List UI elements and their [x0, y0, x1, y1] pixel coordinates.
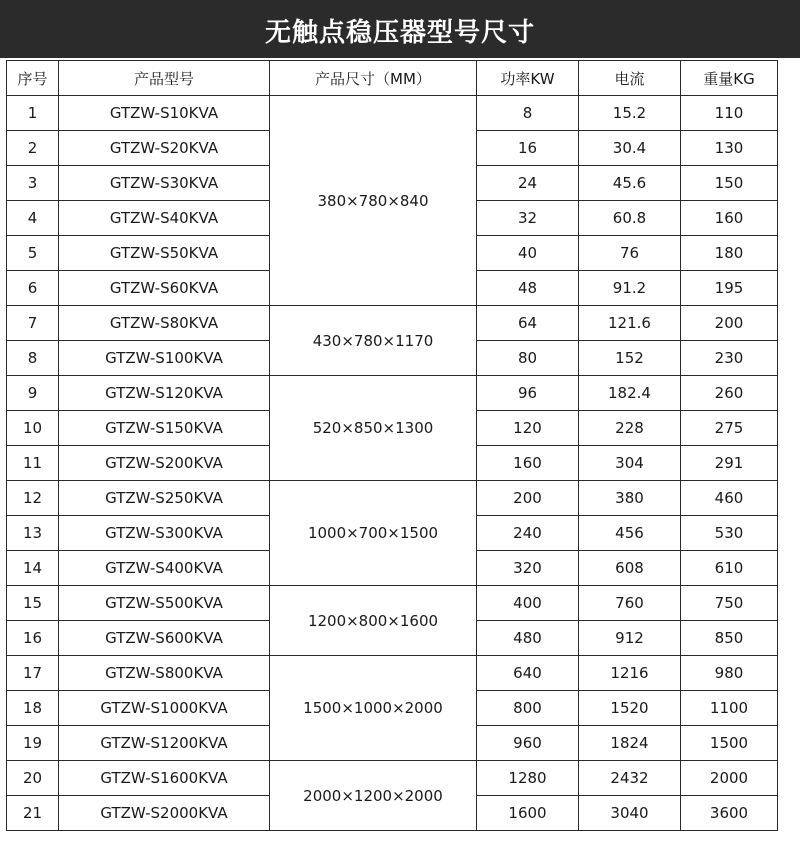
row-number: 9 — [7, 376, 59, 411]
power-kw: 40 — [477, 236, 579, 271]
table-row — [7, 586, 778, 621]
product-model: GTZW-S100KVA — [59, 341, 270, 376]
product-size: 1200×800×1600 — [270, 586, 477, 656]
row-number: 17 — [7, 656, 59, 691]
row-number: 1 — [7, 96, 59, 131]
power-kw: 32 — [477, 201, 579, 236]
current: 228 — [579, 411, 681, 446]
row-number: 18 — [7, 691, 59, 726]
product-model: GTZW-S50KVA — [59, 236, 270, 271]
weight-kg: 230 — [681, 341, 778, 376]
row-number: 5 — [7, 236, 59, 271]
row-number: 11 — [7, 446, 59, 481]
current: 15.2 — [579, 96, 681, 131]
current: 1824 — [579, 726, 681, 761]
weight-kg: 291 — [681, 446, 778, 481]
table-row — [7, 376, 778, 411]
current: 30.4 — [579, 131, 681, 166]
header-no: 序号 — [7, 61, 59, 96]
weight-kg: 200 — [681, 306, 778, 341]
weight-kg: 750 — [681, 586, 778, 621]
row-number: 14 — [7, 551, 59, 586]
power-kw: 800 — [477, 691, 579, 726]
table-row — [7, 96, 778, 131]
weight-kg: 610 — [681, 551, 778, 586]
current: 91.2 — [579, 271, 681, 306]
current: 608 — [579, 551, 681, 586]
product-model: GTZW-S600KVA — [59, 621, 270, 656]
current: 760 — [579, 586, 681, 621]
product-size: 1500×1000×2000 — [270, 656, 477, 761]
table-header-row — [7, 61, 778, 96]
row-number: 19 — [7, 726, 59, 761]
weight-kg: 850 — [681, 621, 778, 656]
row-number: 7 — [7, 306, 59, 341]
current: 1520 — [579, 691, 681, 726]
row-number: 10 — [7, 411, 59, 446]
power-kw: 200 — [477, 481, 579, 516]
weight-kg: 275 — [681, 411, 778, 446]
power-kw: 24 — [477, 166, 579, 201]
product-model: GTZW-S500KVA — [59, 586, 270, 621]
product-model: GTZW-S250KVA — [59, 481, 270, 516]
current: 912 — [579, 621, 681, 656]
product-size: 380×780×840 — [270, 96, 477, 306]
row-number: 8 — [7, 341, 59, 376]
row-number: 4 — [7, 201, 59, 236]
weight-kg: 460 — [681, 481, 778, 516]
weight-kg: 980 — [681, 656, 778, 691]
current: 2432 — [579, 761, 681, 796]
weight-kg: 130 — [681, 131, 778, 166]
weight-kg: 2000 — [681, 761, 778, 796]
product-model: GTZW-S80KVA — [59, 306, 270, 341]
current: 45.6 — [579, 166, 681, 201]
current: 304 — [579, 446, 681, 481]
table-row — [7, 306, 778, 341]
row-number: 20 — [7, 761, 59, 796]
header-model: 产品型号 — [59, 61, 270, 96]
power-kw: 960 — [477, 726, 579, 761]
weight-kg: 3600 — [681, 796, 778, 831]
product-model: GTZW-S1600KVA — [59, 761, 270, 796]
power-kw: 640 — [477, 656, 579, 691]
spec-table — [6, 60, 778, 831]
weight-kg: 160 — [681, 201, 778, 236]
product-model: GTZW-S1200KVA — [59, 726, 270, 761]
page-title: 无触点稳压器型号尺寸 — [264, 18, 535, 48]
header-size: 产品尺寸（MM） — [270, 61, 477, 96]
current: 1216 — [579, 656, 681, 691]
power-kw: 240 — [477, 516, 579, 551]
row-number: 21 — [7, 796, 59, 831]
power-kw: 1280 — [477, 761, 579, 796]
power-kw: 480 — [477, 621, 579, 656]
power-kw: 16 — [477, 131, 579, 166]
product-model: GTZW-S2000KVA — [59, 796, 270, 831]
power-kw: 96 — [477, 376, 579, 411]
table-row — [7, 761, 778, 796]
weight-kg: 195 — [681, 271, 778, 306]
power-kw: 400 — [477, 586, 579, 621]
header-weight: 重量KG — [681, 61, 778, 96]
product-size: 430×780×1170 — [270, 306, 477, 376]
power-kw: 320 — [477, 551, 579, 586]
power-kw: 48 — [477, 271, 579, 306]
row-number: 16 — [7, 621, 59, 656]
product-model: GTZW-S200KVA — [59, 446, 270, 481]
current: 182.4 — [579, 376, 681, 411]
power-kw: 120 — [477, 411, 579, 446]
weight-kg: 1100 — [681, 691, 778, 726]
row-number: 15 — [7, 586, 59, 621]
product-model: GTZW-S20KVA — [59, 131, 270, 166]
current: 121.6 — [579, 306, 681, 341]
weight-kg: 180 — [681, 236, 778, 271]
header-power: 功率KW — [477, 61, 579, 96]
product-model: GTZW-S10KVA — [59, 96, 270, 131]
product-size: 2000×1200×2000 — [270, 761, 477, 831]
row-number: 3 — [7, 166, 59, 201]
product-model: GTZW-S300KVA — [59, 516, 270, 551]
product-model: GTZW-S60KVA — [59, 271, 270, 306]
current: 456 — [579, 516, 681, 551]
table-row — [7, 656, 778, 691]
product-model: GTZW-S1000KVA — [59, 691, 270, 726]
product-model: GTZW-S800KVA — [59, 656, 270, 691]
row-number: 12 — [7, 481, 59, 516]
product-model: GTZW-S400KVA — [59, 551, 270, 586]
power-kw: 160 — [477, 446, 579, 481]
weight-kg: 110 — [681, 96, 778, 131]
power-kw: 8 — [477, 96, 579, 131]
table-body — [7, 96, 778, 831]
product-model: GTZW-S30KVA — [59, 166, 270, 201]
title-banner — [0, 0, 800, 58]
weight-kg: 260 — [681, 376, 778, 411]
product-size: 520×850×1300 — [270, 376, 477, 481]
row-number: 6 — [7, 271, 59, 306]
row-number: 2 — [7, 131, 59, 166]
product-size: 1000×700×1500 — [270, 481, 477, 586]
weight-kg: 150 — [681, 166, 778, 201]
table-row — [7, 481, 778, 516]
power-kw: 64 — [477, 306, 579, 341]
product-model: GTZW-S40KVA — [59, 201, 270, 236]
weight-kg: 1500 — [681, 726, 778, 761]
weight-kg: 530 — [681, 516, 778, 551]
product-model: GTZW-S150KVA — [59, 411, 270, 446]
power-kw: 80 — [477, 341, 579, 376]
product-model: GTZW-S120KVA — [59, 376, 270, 411]
current: 380 — [579, 481, 681, 516]
current: 76 — [579, 236, 681, 271]
row-number: 13 — [7, 516, 59, 551]
current: 152 — [579, 341, 681, 376]
power-kw: 1600 — [477, 796, 579, 831]
header-current: 电流 — [579, 61, 681, 96]
current: 3040 — [579, 796, 681, 831]
current: 60.8 — [579, 201, 681, 236]
